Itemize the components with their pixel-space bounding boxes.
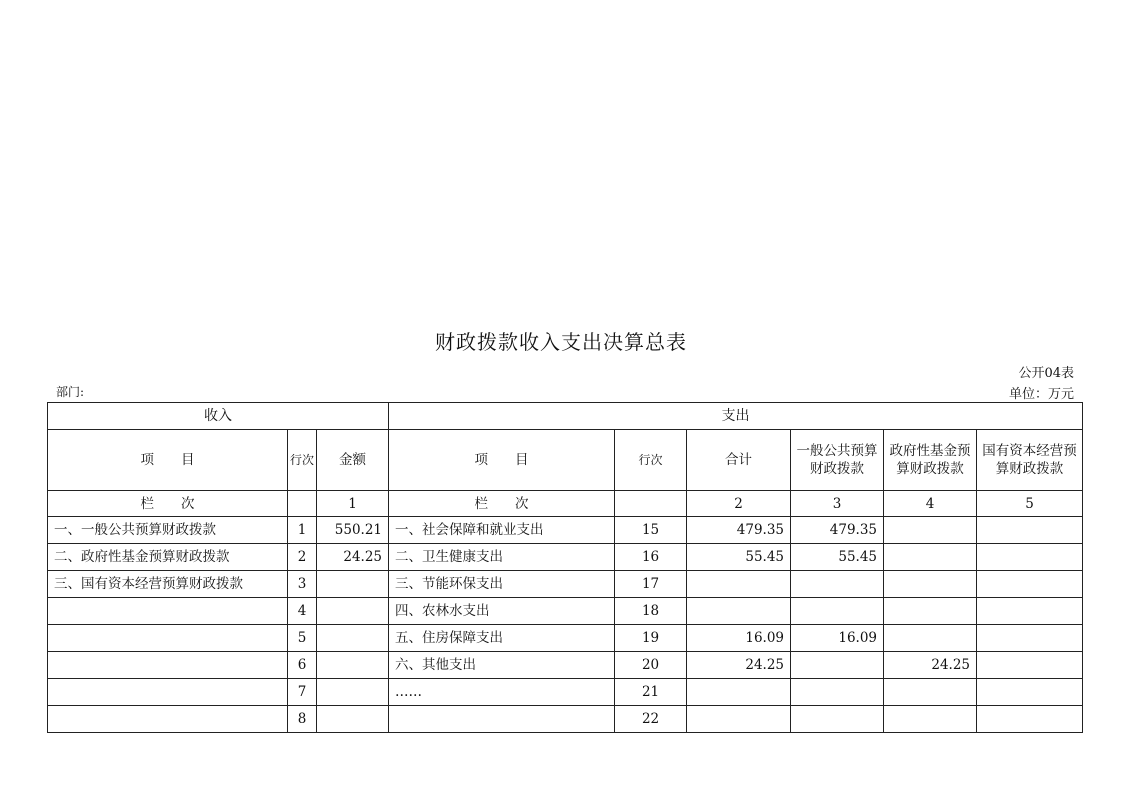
income-line-cell: 5: [288, 625, 317, 652]
expense-line-cell: 19: [615, 625, 687, 652]
col-general-budget: 一般公共预算财政拨款: [791, 430, 884, 491]
lanci-general: 3: [791, 491, 884, 517]
income-header: 收入: [48, 403, 389, 430]
income-line-cell: 4: [288, 598, 317, 625]
income-item-cell: [48, 679, 288, 706]
table-row: [48, 517, 1083, 544]
income-item-cell: 二、政府性基金预算财政拨款: [48, 544, 288, 571]
total-cell: 24.25: [687, 652, 791, 679]
expense-line-cell: 17: [615, 571, 687, 598]
general-budget-cell: [791, 706, 884, 733]
table-row: [48, 625, 1083, 652]
table-row: [48, 679, 1083, 706]
general-budget-cell: [791, 598, 884, 625]
expense-item-cell: 五、住房保障支出: [389, 625, 615, 652]
lanci-amount: 1: [317, 491, 389, 517]
expense-item-cell: 六、其他支出: [389, 652, 615, 679]
expense-item-cell: 三、节能环保支出: [389, 571, 615, 598]
income-item-cell: 三、国有资本经营预算财政拨款: [48, 571, 288, 598]
government-fund-cell: [884, 544, 977, 571]
expense-line-cell: 15: [615, 517, 687, 544]
income-amount-cell: [317, 706, 389, 733]
table-row: [48, 571, 1083, 598]
page-title: 财政拨款收入支出决算总表: [435, 330, 687, 354]
lanci-fund: 4: [884, 491, 977, 517]
lanci-empty-left: [288, 491, 317, 517]
expense-item-cell: 二、卫生健康支出: [389, 544, 615, 571]
general-budget-cell: [791, 571, 884, 598]
expense-line-cell: 16: [615, 544, 687, 571]
government-fund-cell: [884, 517, 977, 544]
government-fund-cell: [884, 625, 977, 652]
state-capital-cell: [977, 652, 1083, 679]
form-number: 公开04表: [1018, 366, 1074, 381]
table-row: [48, 598, 1083, 625]
col-amount: 金额: [317, 430, 389, 491]
income-amount-cell: [317, 679, 389, 706]
table-row: [48, 544, 1083, 571]
income-line-cell: 6: [288, 652, 317, 679]
col-government-fund: 政府性基金预算财政拨款: [884, 430, 977, 491]
unit-label: 单位：万元: [1008, 387, 1074, 402]
income-amount-cell: 550.21: [317, 517, 389, 544]
expense-header: 支出: [389, 403, 1083, 430]
government-fund-cell: [884, 706, 977, 733]
budget-table: [47, 402, 1083, 733]
state-capital-cell: [977, 571, 1083, 598]
table-row: [48, 706, 1083, 733]
expense-line-cell: 20: [615, 652, 687, 679]
income-item-cell: [48, 706, 288, 733]
state-capital-cell: [977, 544, 1083, 571]
total-cell: [687, 598, 791, 625]
general-budget-cell: 479.35: [791, 517, 884, 544]
total-cell: [687, 571, 791, 598]
table-row: [48, 652, 1083, 679]
total-cell: [687, 679, 791, 706]
income-item-cell: [48, 598, 288, 625]
total-cell: 55.45: [687, 544, 791, 571]
expense-item-cell: 一、社会保障和就业支出: [389, 517, 615, 544]
general-budget-cell: 16.09: [791, 625, 884, 652]
section-header-row: [48, 403, 1083, 430]
column-header-row: [48, 430, 1083, 491]
income-item-cell: [48, 652, 288, 679]
government-fund-cell: [884, 598, 977, 625]
col-state-capital: 国有资本经营预算财政拨款: [977, 430, 1083, 491]
expense-line-cell: 21: [615, 679, 687, 706]
general-budget-cell: 55.45: [791, 544, 884, 571]
income-amount-cell: [317, 571, 389, 598]
total-cell: 479.35: [687, 517, 791, 544]
general-budget-cell: [791, 652, 884, 679]
income-line-cell: 7: [288, 679, 317, 706]
state-capital-cell: [977, 517, 1083, 544]
column-index-row: [48, 491, 1083, 517]
government-fund-cell: [884, 571, 977, 598]
col-item-right: 项 目: [389, 430, 615, 491]
lanci-label-right: 栏 次: [389, 491, 615, 517]
total-cell: 16.09: [687, 625, 791, 652]
government-fund-cell: [884, 679, 977, 706]
col-line-right: 行次: [615, 430, 687, 491]
income-amount-cell: [317, 625, 389, 652]
income-line-cell: 8: [288, 706, 317, 733]
income-amount-cell: 24.25: [317, 544, 389, 571]
expense-item-cell: [389, 706, 615, 733]
expense-line-cell: 18: [615, 598, 687, 625]
col-item-left: 项 目: [48, 430, 288, 491]
total-cell: [687, 706, 791, 733]
col-total: 合计: [687, 430, 791, 491]
state-capital-cell: [977, 706, 1083, 733]
state-capital-cell: [977, 625, 1083, 652]
lanci-empty-right: [615, 491, 687, 517]
lanci-state: 5: [977, 491, 1083, 517]
income-line-cell: 1: [288, 517, 317, 544]
state-capital-cell: [977, 679, 1083, 706]
expense-item-cell: ……: [389, 679, 615, 706]
income-amount-cell: [317, 652, 389, 679]
expense-line-cell: 22: [615, 706, 687, 733]
income-item-cell: [48, 625, 288, 652]
income-amount-cell: [317, 598, 389, 625]
income-item-cell: 一、一般公共预算财政拨款: [48, 517, 288, 544]
income-line-cell: 3: [288, 571, 317, 598]
expense-item-cell: 四、农林水支出: [389, 598, 615, 625]
income-line-cell: 2: [288, 544, 317, 571]
col-line-left: 行次: [288, 430, 317, 491]
state-capital-cell: [977, 598, 1083, 625]
general-budget-cell: [791, 679, 884, 706]
department-label: 部门:: [56, 385, 85, 399]
government-fund-cell: 24.25: [884, 652, 977, 679]
lanci-label-left: 栏 次: [48, 491, 288, 517]
lanci-total: 2: [687, 491, 791, 517]
